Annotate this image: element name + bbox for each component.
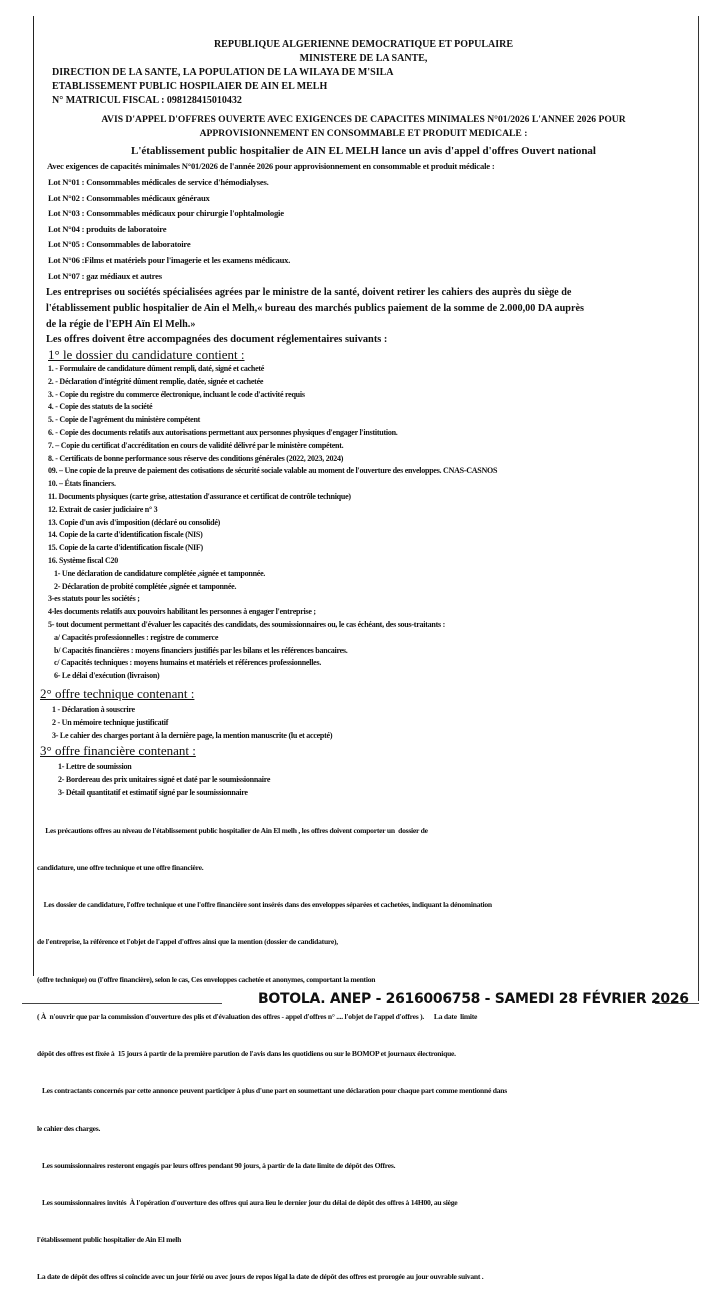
list-item: 1- Lettre de soumission	[58, 762, 132, 771]
sub-item: c/ Capacités techniques : moyens humains et matériels et références professionnelles.	[54, 658, 322, 668]
list-item: 15. Copie de la carte d'identification fiscale (NIF)	[48, 543, 203, 553]
paragraph-line: le cahier des charges.	[37, 1123, 101, 1133]
list-item: 1 - Déclaration à souscrire	[52, 705, 135, 714]
list-item: 1. - Formulaire de candidature dûment rempli, daté, signé et cacheté	[48, 364, 265, 373]
lot-item: Lot N°05 : Consommables de laboratoire	[48, 239, 191, 250]
list-item: 3. - Copie du registre du commerce électronique, incluant le code d'activité requis	[48, 389, 305, 399]
section1-list	[48, 363, 497, 683]
header-left	[52, 66, 393, 108]
header-centered	[0, 38, 727, 66]
withdrawal-paragraph	[46, 285, 584, 332]
sub-item: 1- Une déclaration de candidature complétée ,signée et tamponnée.	[54, 568, 266, 578]
paragraph-line: de la régie de l'EPH Aïn El Melh.»	[46, 318, 196, 330]
documents-intro: Les offres doivent être accompagnées des document réglementaires suivants :	[46, 334, 388, 345]
list-item: 3- Détail quantitatif et estimatif signé par le soumissionnaire	[58, 788, 248, 797]
section2-list	[52, 703, 332, 742]
republic-title: REPUBLIQUE ALGERIENNE DEMOCRATIQUE ET POPULAIRE	[213, 39, 514, 50]
paragraph-line: dépôt des offres est fixée à 15 jours à partir de la première parution de l'avis dans les quotidiens ou sur le BOMOP et journaux électronique.	[37, 1049, 456, 1059]
intro-2: Avec exigences de capacités minimales N°01/2026 de l'année 2026 pour approvisionnement en consommable et produit médicale :	[47, 161, 495, 171]
list-item: 16. Système fiscal C20	[48, 555, 119, 565]
notice-title	[0, 113, 727, 141]
paragraph-line: Les dossier de candidature, l'offre technique et une l'offre financière sont insérés dans des enveloppes séparées et cachetées, indiquant la dénomination	[37, 900, 492, 910]
sub-item: 6- Le délai d'exécution (livraison)	[54, 671, 160, 681]
paragraph-line: l'établissement public hospitalier de Ain El melh	[37, 1235, 182, 1245]
lots-list	[48, 175, 290, 284]
list-item: 8. - Certificats de bonne performance sous réserve des conditions générales (2022, 2023, 2024)	[48, 453, 344, 463]
list-item: 6. - Copie des documents relatifs aux autorisations permettant aux personnes physiques d'engager l'institution.	[48, 427, 398, 437]
list-item: 10. – États financiers.	[48, 479, 116, 489]
section3-list	[58, 760, 270, 799]
paragraph-line: La date de dépôt des offres si coïncide avec un jour férié ou avec jours de repos légal la date de dépôt des offres est prorogée au jour ouvrable suivant .	[37, 1272, 484, 1282]
sub-item: 2- Déclaration de probité complétée ,signée et tamponnée.	[54, 581, 237, 591]
list-item: 2 - Un mémoire technique justificatif	[52, 718, 169, 727]
section3-heading: 3° offre financière contenant :	[40, 743, 196, 758]
list-item: 12. Extrait de casier judiciaire n° 3	[48, 504, 158, 514]
lot-item: Lot N°03 : Consommables médicaux pour chirurgie l'ophtalmologie	[48, 208, 284, 219]
notice-title-line: AVIS D'APPEL D'OFFRES OUVERTE AVEC EXIGENCES DE CAPACITES MINIMALES N°01/2026 L'ANNEE 2026 POUR	[101, 114, 626, 125]
paragraph-line: Les entreprises ou sociétés spécialisées agrées par le ministre de la santé, doivent retirer les cahiers des auprès du siège de	[46, 287, 572, 298]
list-item: 11. Documents physiques (carte grise, attestation d'assurance et certificat de contrôle technique)	[48, 491, 351, 501]
list-item: 14. Copie de la carte d'identification fiscale (NIS)	[48, 530, 203, 540]
list-item: 3- Le cahier des charges portant à la dernière page, la mention manuscrite (lu et accepté)	[52, 731, 333, 740]
tax-id: N° MATRICUL FISCAL : 098128415010432	[52, 95, 242, 106]
paragraph-line: l'établissement public hospitalier de Ain el Melh,« bureau des marchés publics paiement de la somme de 2.000,00 DA auprès	[46, 302, 584, 314]
lot-item: Lot N°04 : produits de laboratoire	[48, 223, 167, 234]
sub-item: 3-es statuts pour les sociétés ;	[48, 594, 140, 604]
lot-item: Lot N°02 : Consommables médicaux généraux	[48, 192, 210, 203]
list-item: 2- Bordereau des prix unitaires signé et daté par le soumissionnaire	[58, 775, 271, 784]
list-item: 09. – Une copie de la preuve de paiement des cotisations de sécurité sociale valable au moment de l'ouverture des enveloppes. CNAS-CASNOS	[48, 466, 498, 476]
paragraph-line: Les précautions offres au niveau de l'établissement public hospitalier de Ain El melh , les offres doivent comporter un dossier de	[37, 825, 428, 835]
frame-border-right	[698, 16, 699, 1001]
paragraph-line: Les soumissionnaires resteront engagés par leurs offres pendant 90 jours, à partir de la date limite de dépôt des Offres.	[37, 1160, 396, 1170]
lot-item: Lot N°06 :Films et matériels pour l'imagerie et les examens médicaux.	[48, 254, 291, 265]
intro: L'établissement public hospitalier de AIN EL MELH lance un avis d'appel d'offres Ouvert national	[130, 145, 596, 157]
notice-title-line: APPROVISIONNEMENT EN CONSOMMABLE ET PRODUIT MEDICALE :	[199, 128, 528, 139]
list-item: 5. - Copie de l'agrément du ministère compétent	[48, 415, 201, 425]
lot-item: Lot N°01 : Consommables médicales de service d'hémodialyses.	[48, 177, 269, 187]
list-item: 2. - Déclaration d'intégrité dûment remplie, datée, signée et cachetée	[48, 376, 264, 386]
closing-paragraphs	[37, 800, 507, 1296]
publication-footer: BOTOLA. ANEP - 2616006758 - SAMEDI 28 FÉVRIER 2026	[258, 991, 689, 1007]
paragraph-line: (offre technique) ou (l'offre financière), selon le cas, Ces enveloppes cachetée et anonymes, comportant la mention	[37, 974, 376, 984]
direction: DIRECTION DE LA SANTE, LA POPULATION DE LA WILAYA DE M'SILA	[52, 67, 394, 78]
section1-heading: 1° le dossier du candidature contient :	[48, 347, 245, 362]
paragraph-line: candidature, une offre technique et une offre financière.	[37, 863, 204, 873]
list-item: 7. – Copie du certificat d'accréditation en cours de validité délivré par le ministère compétent.	[48, 440, 344, 450]
ministry-title: MINISTERE DE LA SANTE,	[299, 53, 428, 64]
list-item: 13. Copie d'un avis d'imposition (déclaré ou consolidé)	[48, 517, 221, 527]
establishment: ETABLISSEMENT PUBLIC HOSPILAIER DE AIN EL MELH	[52, 81, 328, 92]
sub-item: b/ Capacités financières : moyens financiers justifiés par les bilans et les références bancaires.	[54, 645, 348, 655]
sub-item: a/ Capacités professionnelles : registre de commerce	[54, 632, 219, 642]
paragraph-line: Les soumissionnaires invités À l'opération d'ouverture des offres qui aura lieu le dernier jour du délai de dépôt des offres à 14H00, au siège	[37, 1198, 458, 1207]
section2-heading: 2° offre technique contenant :	[40, 686, 195, 701]
frame-border-left	[33, 16, 34, 976]
lot-item: Lot N°07 : gaz médiaux et autres	[48, 270, 162, 281]
paragraph-line: Les contractants concernés par cette annonce peuvent participer à plus d'une part en soumettant une déclaration pour chaque part comme mentionné dans	[37, 1086, 507, 1096]
sub-item: 4-les documents relatifs aux pouvoirs habilitant les personnes à engager l'entreprise ;	[48, 607, 316, 617]
paragraph-line: ( À n'ouvrir que par la commission d'ouverture des plis et d'évaluation des offres - appel d'offres n° .... l'objet de l'appel d'offres ). La date limite	[37, 1011, 478, 1021]
paragraph-line: de l'entreprise, la référence et l'objet de l'appel d'offres ainsi que la mention (dossier de candidature),	[37, 937, 338, 947]
sub-item: 5- tout document permettant d'évaluer les capacités des candidats, des soumissionnaires ou, le cas échéant, des sous-traitants :	[48, 619, 446, 629]
list-item: 4. - Copie des statuts de la société	[48, 402, 153, 412]
